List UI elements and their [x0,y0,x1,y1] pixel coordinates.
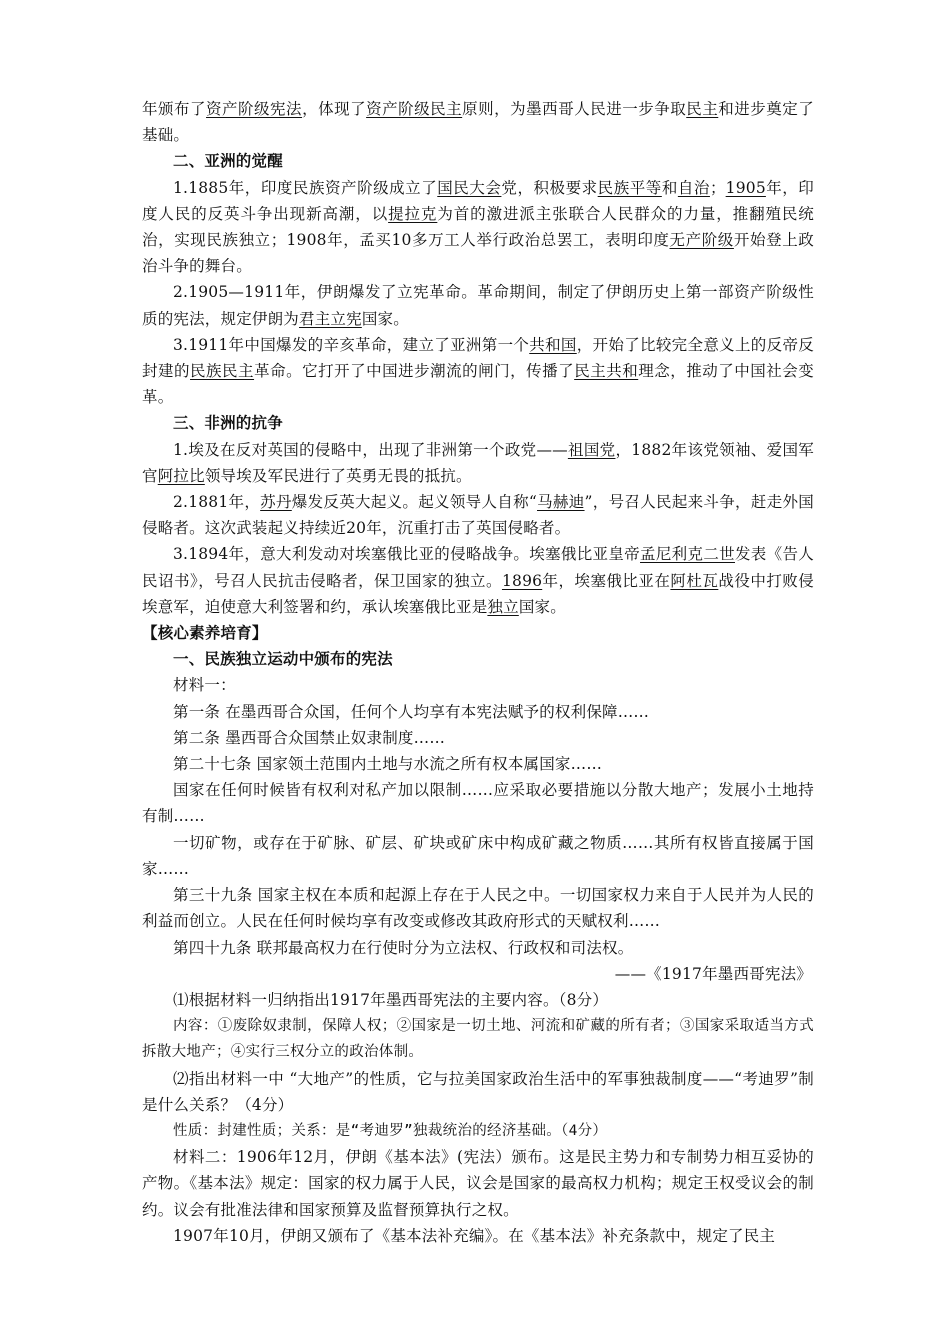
asia-paragraph-1 [142,175,814,280]
asia-paragraph-3 [142,332,814,411]
fill-blank-answer: 阿杜瓦 [670,571,719,590]
fill-blank-answer: 民族民主 [190,362,255,381]
text: ，1882年该党领袖、爱国军官 [142,440,814,485]
text: 爆发反英大起义。起义领导人自称“ [291,493,538,512]
material-1-line: 一切矿物，或存在于矿脉、矿层、矿块或矿床中构成矿藏之物质……其所有权皆直接属于国家…… [142,833,814,878]
text: ，体现了 [302,100,367,118]
text: 国家。 [361,309,409,328]
text: 2.1881年， [173,493,261,512]
question-1: ⑴根据材料一归纳指出1917年墨西哥宪法的主要内容。（8分） [173,990,609,1009]
core-heading: 【核心素养培育】 [142,623,268,643]
text: 原则，为墨西哥人民进一步争取 [462,100,687,118]
africa-paragraph-1 [142,437,814,489]
africa-paragraph-2 [142,489,814,541]
fill-blank-answer: 马赫迪 [537,493,585,512]
material-2: 材料二：1906年12月，伊朗《基本法》(宪法）颁布。这是民主势力和专制势力相互妥协的产物。《基本法》规定：国家的权力属于人民，议会是国家的最高权力机构；规定王权受议会的制约。议会有批准法律和国家预算及监督预算执行之权。 [142,1148,814,1219]
fill-blank-answer: 无产阶级 [669,231,734,250]
text: 为首的激进派主张联合人民群众的力量，推翻殖民统治，实现民族独立；1908年，孟买10多万工人举行政治总罢工，表明印度 [142,204,814,250]
fill-blank-answer: 君主立宪 [299,309,362,328]
fill-blank-answer: 祖国党 [567,440,616,459]
text: 理念，推动了中国社会变革。 [142,362,814,407]
material-1-line: 国家在任何时候皆有权利对私产加以限制……应采取必要措施以分散大地产；发展小土地持有制…… [142,781,814,826]
fill-blank-answer: 孟尼利克二世 [640,545,735,564]
text: 1.埃及在反对英国的侵略中，出现了非洲第一个政党—— [173,440,568,459]
text: 国家。 [518,597,566,616]
text: 和 [661,178,678,197]
text: ，开始了比较完全意义上的反帝反封建的 [142,335,814,381]
text: 3.1911年中国爆发的辛亥革命，建立了亚洲第一个 [173,335,530,354]
fill-blank-answer: 资产阶级宪法 [206,100,303,118]
text: 3.1894年，意大利发动对埃塞俄比亚的侵略战争。埃塞俄比亚皇帝 [173,545,641,564]
section-heading-asia: 二、亚洲的觉醒 [173,151,283,171]
fill-blank-answer: 自治 [677,178,710,197]
answer-1: 内容：①废除奴隶制，保障人权；②国家是一切土地、河流和矿藏的所有者；③国家采取适当方式拆散大地产；④实行三权分立的政治体制。 [142,1018,814,1061]
text: 党，积极要求 [501,178,598,197]
text: 2.1905—1911年，伊朗爆发了立宪革命。革命期间，制定了伊朗历史上第一部资产阶级性质的宪法，规定伊朗为 [142,283,814,328]
fill-blank-answer: 资产阶级民主 [366,100,463,118]
text: 年颁布了 [142,100,207,118]
text: ”，号召人民起来斗争，赶走外国侵略者。这次武装起义持续近20年，沉重打击了英国侵略者。 [142,493,814,538]
material-2-continued: 1907年10月，伊朗又颁布了《基本法补充编》。在《基本法》补充条款中，规定了民主 [173,1226,776,1245]
asia-paragraph-2 [142,279,814,331]
text: 领导埃及军民进行了英勇无畏的抵抗。 [204,466,472,485]
fill-blank-answer: 阿拉比 [157,466,205,485]
fill-blank-answer: 苏丹 [260,493,292,512]
fill-blank-answer: 民主 [686,100,719,118]
fill-blank-answer: 提拉克 [388,204,438,223]
material-1-source: ——《1917年墨西哥宪法》 [614,964,812,983]
text: 年，埃塞俄比亚在 [542,571,671,590]
fill-blank-answer: 独立 [487,597,519,616]
text: 革命。它打开了中国进步潮流的闸门，传播了 [254,362,575,381]
material-1-line: 第三十九条 国家主权在本质和起源上存在于人民之中。一切国家权力来自于人民并为人民的利益而创立。人民在任何时候均享有改变或修改其政府形式的天赋权利…… [142,886,814,931]
text: 和进步奠定了基础。 [142,100,814,145]
fill-blank-answer: 国民大会 [437,178,502,197]
question-2: ⑵指出材料一中 “大地产”的性质，它与拉美国家政治生活中的军事独裁制度——“考迪罗”制是什么关系？（4分） [142,1069,814,1114]
material-1-line: 第二十七条 国家领土范围内土地与水流之所有权本属国家…… [173,755,603,774]
material-1-line: 第二条 墨西哥合众国禁止奴隶制度…… [173,728,446,747]
material-1-line: 第一条 在墨西哥合众国，任何个人均享有本宪法赋予的权利保障…… [173,702,650,721]
text: 发表《告人民诏书》，号召人民抗击侵略者，保卫国家的独立。 [142,545,814,590]
material-1-label: 材料一： [173,676,236,695]
fill-blank-answer: 共和国 [529,335,577,354]
text: 开始登上政治斗争的舞台。 [142,231,814,276]
text: 战役中打败侵埃意军，迫使意大利签署和约，承认埃塞俄比亚是 [142,571,814,616]
document-page [142,96,814,1249]
text: 1.1885年，印度民族资产阶级成立了 [173,178,438,197]
intro-paragraph [142,96,814,148]
fill-blank-answer: 民主共和 [574,362,639,381]
text: ； [709,178,726,197]
core-subheading: 一、民族独立运动中颁布的宪法 [173,649,393,669]
fill-blank-answer: 民族平等 [597,178,662,197]
fill-blank-answer: 1896 [501,571,543,590]
fill-blank-answer: 1905 [725,178,766,197]
material-1-line: 第四十九条 联邦最高权力在行使时分为立法权、行政权和司法权。 [173,938,634,957]
africa-paragraph-3 [142,541,814,620]
text: 年，印度人民的反英斗争出现新高潮，以 [142,178,815,223]
section-heading-africa: 三、非洲的抗争 [173,413,283,433]
answer-2: 性质：封建性质；关系：是“考迪罗”独裁统治的经济基础。（4分） [173,1122,608,1139]
